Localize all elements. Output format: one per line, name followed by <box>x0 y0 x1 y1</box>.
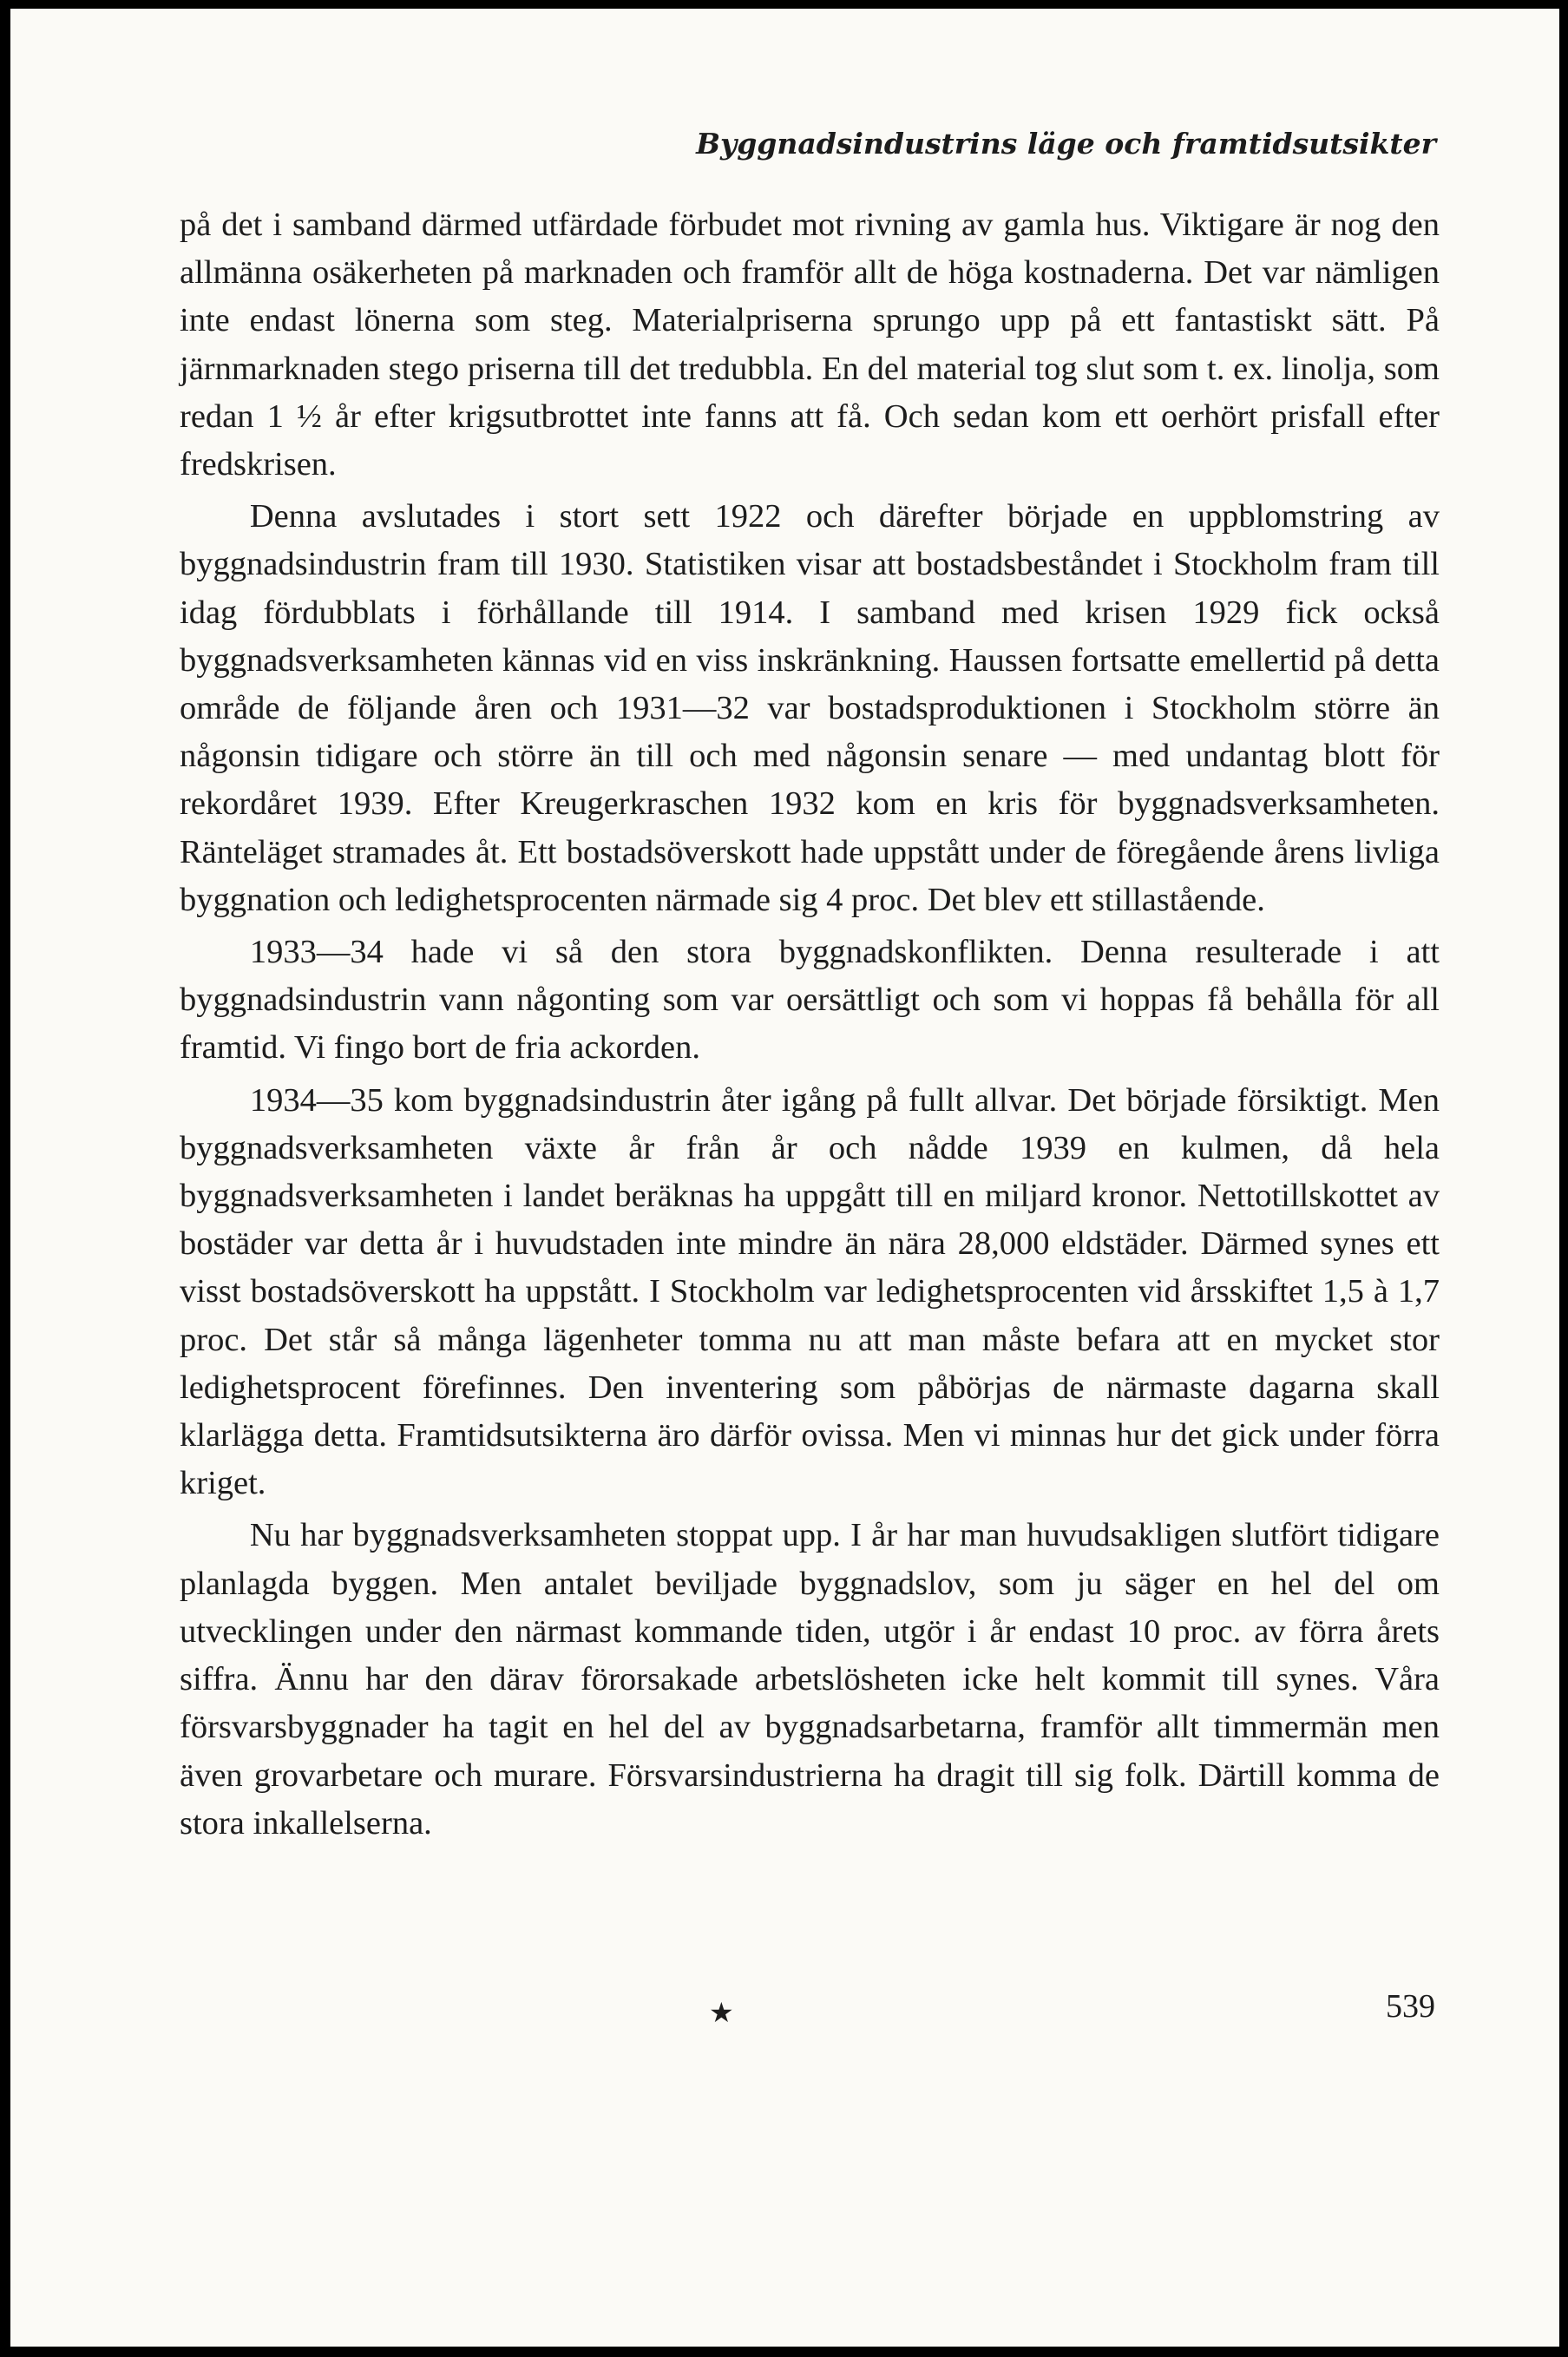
paragraph: Denna avslutades i stort sett 1922 och därefter började en uppblomstring av byggnadsindustrin fram till 1930. Statistiken visar att bostadsbeståndet i Stockholm fram till idag fördubblats i förhållande till 1914. I samband med krisen 1929 fick också byggnadsverksamheten kännas vid en viss inskränkning. Haussen fortsatte emellertid på detta område de följande åren och 1931—32 var bostadsproduktionen i Stockholm större än någonsin tidigare och större än till och med någonsin senare — med undantag blott för rekordåret 1939. Efter Kreugerkraschen 1932 kom en kris för byggnadsverksamheten. Ränteläget stramades åt. Ett bostadsöverskott hade uppstått under de föregående årens livliga byggnation och ledighetsprocenten närmade sig 4 proc. Det blev ett stillastående. <box>180 498 1440 918</box>
body-text <box>180 201 1440 1848</box>
page-number: 539 <box>1386 1988 1435 2025</box>
paragraph: på det i samband därmed utfärdade förbudet mot rivning av gamla hus. Viktigare är nog den allmänna osäkerheten på marknaden och framför allt de höga kostnaderna. Det var nämligen inte endast lönerna som steg. Materialpriserna sprungo upp på ett fantastiskt sätt. På järnmarknaden stego priserna till det tredubbla. En del material tog slut som t. ex. linolja, som redan 1 ½ år efter krigsutbrottet inte fanns att få. Och sedan kom ett oerhört prisfall efter fredskrisen. <box>180 207 1440 483</box>
paragraph: Nu har byggnadsverksamheten stoppat upp. I år har man huvudsakligen slutfört tidigare planlagda byggen. Men antalet beviljade byggnadslov, som ju säger en hel del om utvecklingen under den närmast kommande tiden, utgör i år endast 10 proc. av förra årets siffra. Ännu har den därav förorsakade arbetslösheten icke helt kommit till synes. Våra försvarsbyggnader ha tagit en hel del av byggnadsarbetarna, framför allt timmermän men även grovarbetare och murare. Försvarsindustrierna ha dragit till sig folk. Därtill komma de stora inkallelserna. <box>180 1517 1440 1842</box>
paragraph: 1933—34 hade vi så den stora byggnadskonflikten. Denna resulterade i att byggnadsindustrin vann någonting som var oersättligt och som vi hoppas få behålla för all framtid. Vi fingo bort de fria ackorden. <box>180 934 1440 1067</box>
paragraph: 1934—35 kom byggnadsindustrin åter igång på fullt allvar. Det började försiktigt. Men byggnadsverksamheten växte år från år och nådde 1939 en kulmen, då hela byggnadsverksamheten i landet beräknas ha uppgått till en miljard kronor. Nettotillskottet av bostäder var detta år i huvudstaden inte mindre än nära 28,000 eldstäder. Därmed synes ett visst bostadsöverskott ha uppstått. I Stockholm var ledighetsprocenten vid årsskiftet 1,5 à 1,7 proc. Det står så många lägenheter tomma nu att man måste befara att en mycket stor ledighetsprocent förefinnes. Den inventering som påbörjas de närmaste dagarna skall klarlägga detta. Framtidsutsikterna äro därför ovissa. Men vi minnas hur det gick under förra kriget. <box>180 1081 1440 1502</box>
star-ornament-icon: ★ <box>709 1996 734 2029</box>
running-header: Byggnadsindustrins läge och framtidsutsikter <box>696 127 1436 161</box>
document-page <box>10 9 1559 2347</box>
